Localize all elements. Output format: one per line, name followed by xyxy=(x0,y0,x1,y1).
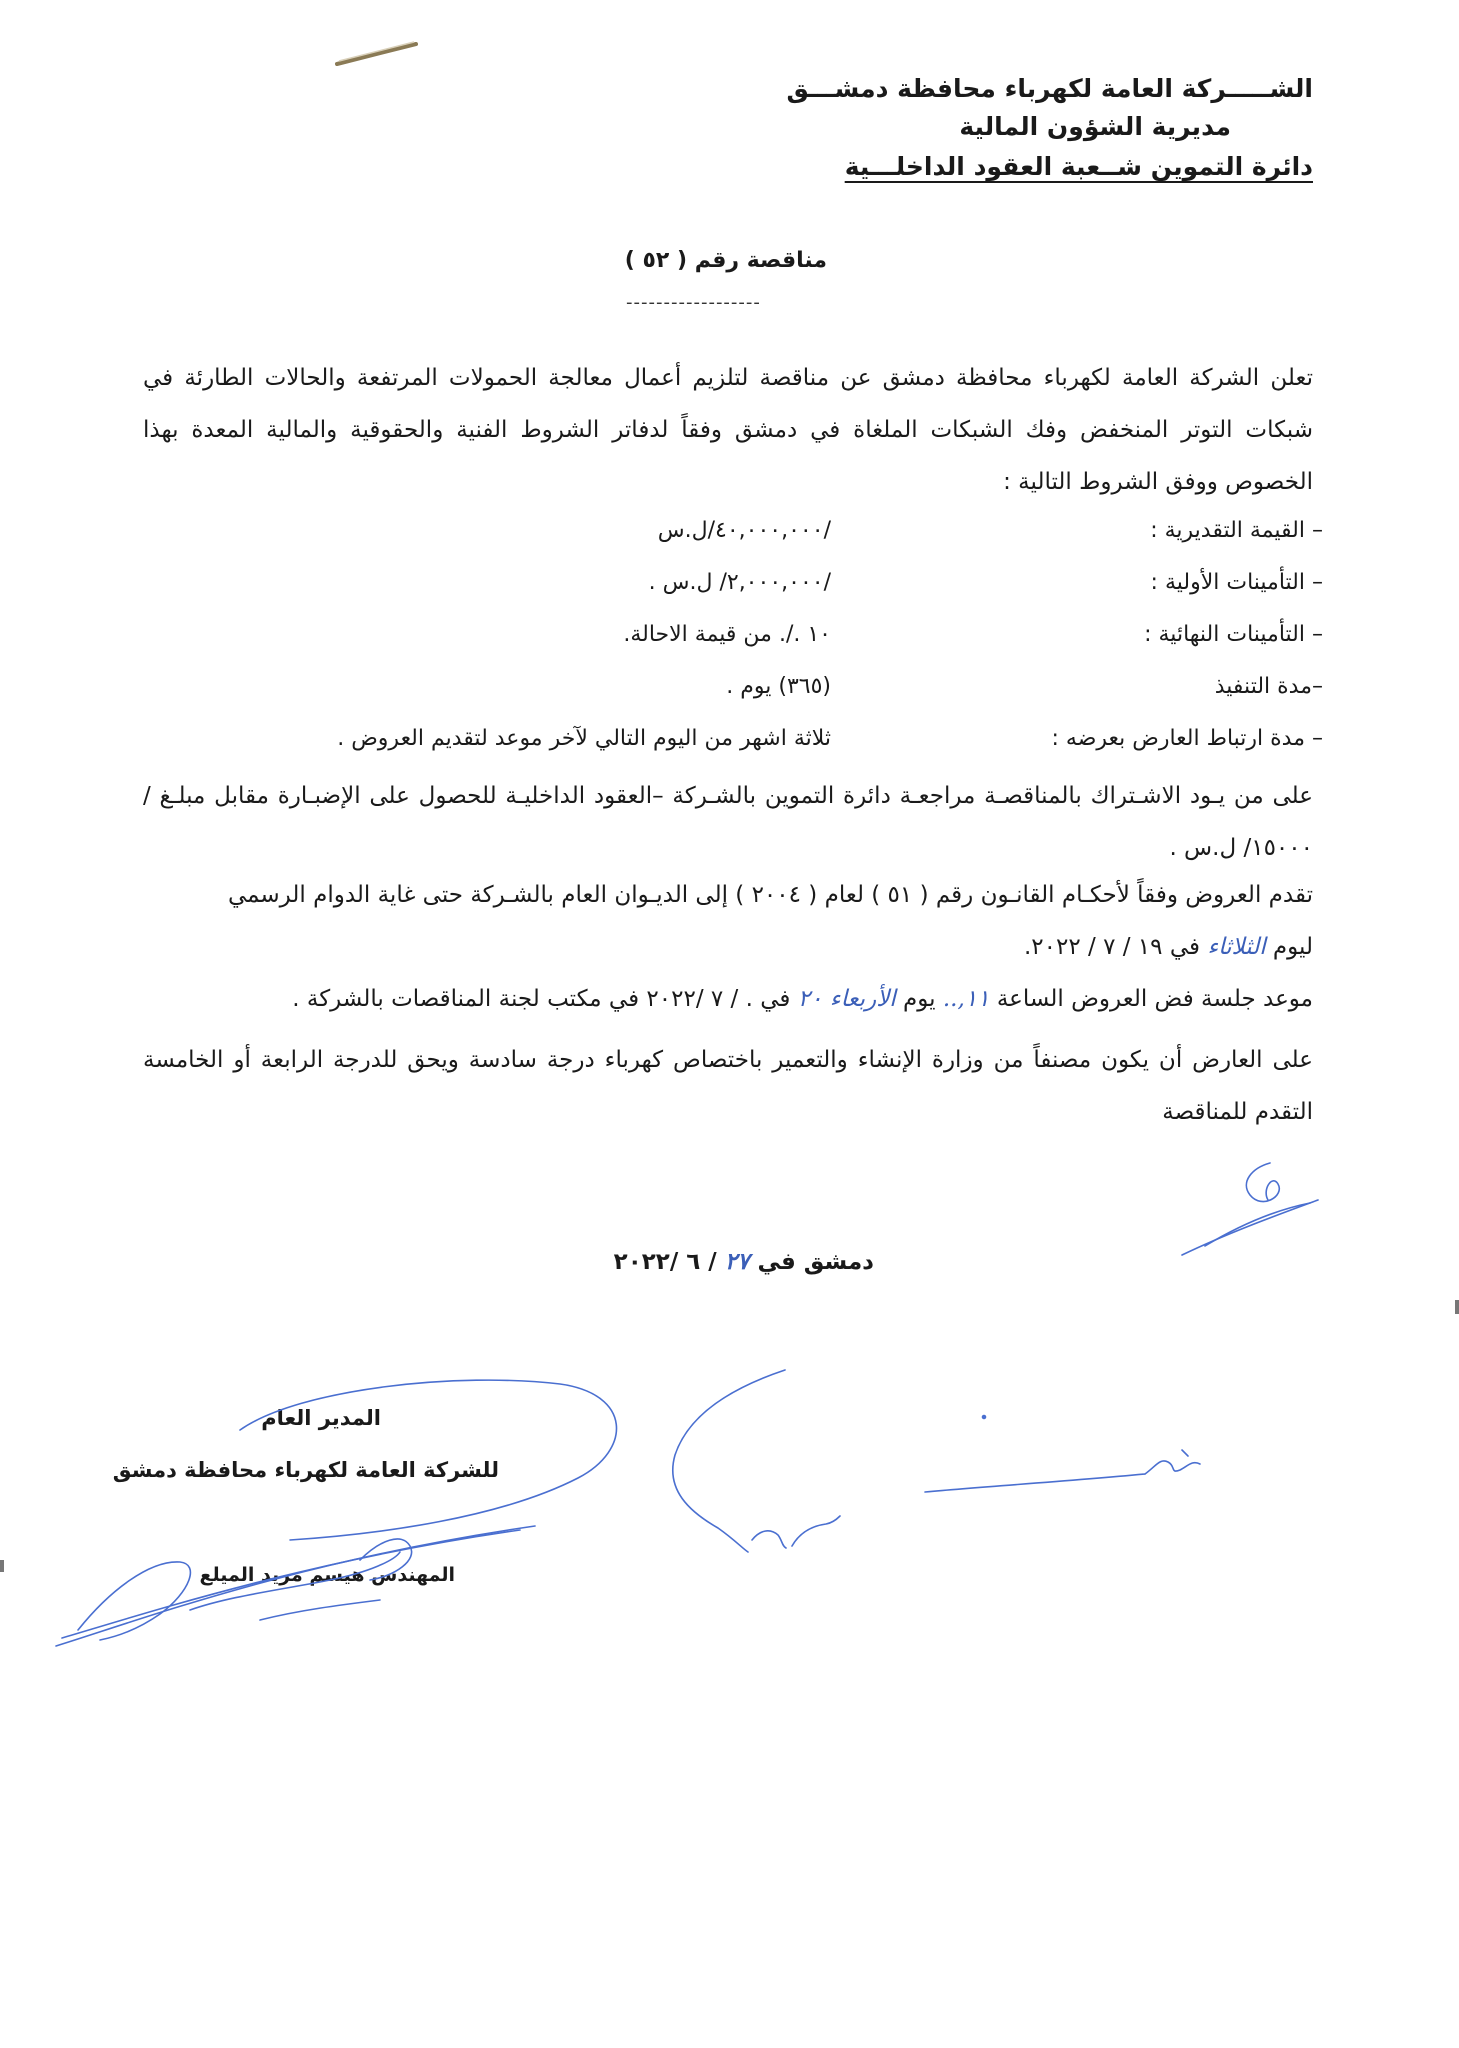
eligibility-paragraph: على العارض أن يكون مصنفاً من وزارة الإنشاء والتعمير باختصاص كهرباء درجة سادسة ويحق للدرجة الرابعة أو الخامسة التقدم للمناقصة xyxy=(143,1047,1313,1125)
condition-label: – القيمة التقديرية : xyxy=(1150,518,1323,543)
dateline-prefix: دمشق في xyxy=(757,1249,874,1275)
handwritten-weekday: الأربعاء xyxy=(829,986,896,1012)
deadline-date: في ١٩ / ٧ / ٢٠٢٢. xyxy=(1023,934,1200,960)
dateline-rest: / ٦ /٢٠٢٢ xyxy=(613,1249,717,1275)
signatory-name: المهندس هيسم مريد الميلع xyxy=(199,1564,455,1586)
signatory-role: المدير العام xyxy=(261,1406,381,1430)
intro-paragraph: تعلن الشركة العامة لكهرباء محافظة دمشق عن مناقصة لتلزيم أعمال معالجة الحمولات المرتفعة والحالات الطارئة في شبكات التوتر المنخفض وفك الشبكات الملغاة في دمشق وفقاً لدفاتر الشروط الفنية والحقوقية والمالية المعدة بهذا الخصوص ووفق الشروط التالية : xyxy=(143,365,1313,495)
condition-label: – التأمينات النهائية : xyxy=(1144,622,1323,647)
handwritten-hour: ١١,.. xyxy=(942,986,990,1012)
title-rule: ------------------ xyxy=(626,292,761,313)
condition-value: (٣٦٥) يوم . xyxy=(726,674,831,699)
handwritten-date: ٢٠ xyxy=(797,986,823,1012)
condition-label: –مدة التنفيذ xyxy=(1214,674,1323,699)
condition-value: ١٠ ./. من قيمة الاحالة. xyxy=(623,622,831,647)
condition-value: ثلاثة اشهر من اليوم التالي لآخر موعد لتقديم العروض . xyxy=(337,726,831,751)
pen-mark-graphic xyxy=(337,42,416,64)
opening-suffix: في . / ٧ /٢٠٢٢ في مكتب لجنة المناقصات بالشركة . xyxy=(292,986,791,1012)
signatory-org: للشركة العامة لكهرباء محافظة دمشق xyxy=(112,1458,499,1482)
director-signature xyxy=(56,1380,616,1646)
directorate-name: مديرية الشؤون المالية xyxy=(959,112,1231,141)
opening-prefix: موعد جلسة فض العروض الساعة xyxy=(996,986,1313,1012)
scan-edge-marks xyxy=(0,1300,1459,1572)
department-name: دائرة التموين شــعبة العقود الداخلـــية xyxy=(844,152,1313,181)
condition-value: /٢,٠٠٠,٠٠٠/ ل.س . xyxy=(648,570,831,595)
condition-value: /٤٠,٠٠٠,٠٠٠/ل.س xyxy=(657,518,831,543)
condition-label: – مدة ارتباط العارض بعرضه : xyxy=(1051,726,1323,751)
opening-mid: يوم xyxy=(903,986,936,1012)
handwritten-dateline-day: ٢٧ xyxy=(724,1248,750,1275)
initials-signature xyxy=(1182,1163,1318,1255)
deadline-prefix: ليوم xyxy=(1272,934,1313,960)
submission-line: تقدم العروض وفقاً لأحكـام القانـون رقم ( ٥١ ) لعام ( ٢٠٠٤ ) إلى الديـوان العام بالشـركة حتى غاية الدوام الرسمي xyxy=(227,882,1313,908)
approval-signatures xyxy=(673,1370,1200,1552)
condition-label: – التأمينات الأولية : xyxy=(1150,570,1323,595)
company-name: الشـــــركة العامة لكهرباء محافظة دمشـــق xyxy=(786,74,1313,103)
participation-paragraph: على من يـود الاشـتراك بالمناقصـة مراجعـة دائرة التموين بالشـركة –العقود الداخليـة للحصول على الإضبـارة مقابل مبلـغ /١٥٠٠٠/ ل.س . xyxy=(143,783,1313,861)
handwritten-day: الثلاثاء xyxy=(1207,934,1266,960)
tender-title: مناقصة رقم ( ٥٢ ) xyxy=(624,248,827,273)
